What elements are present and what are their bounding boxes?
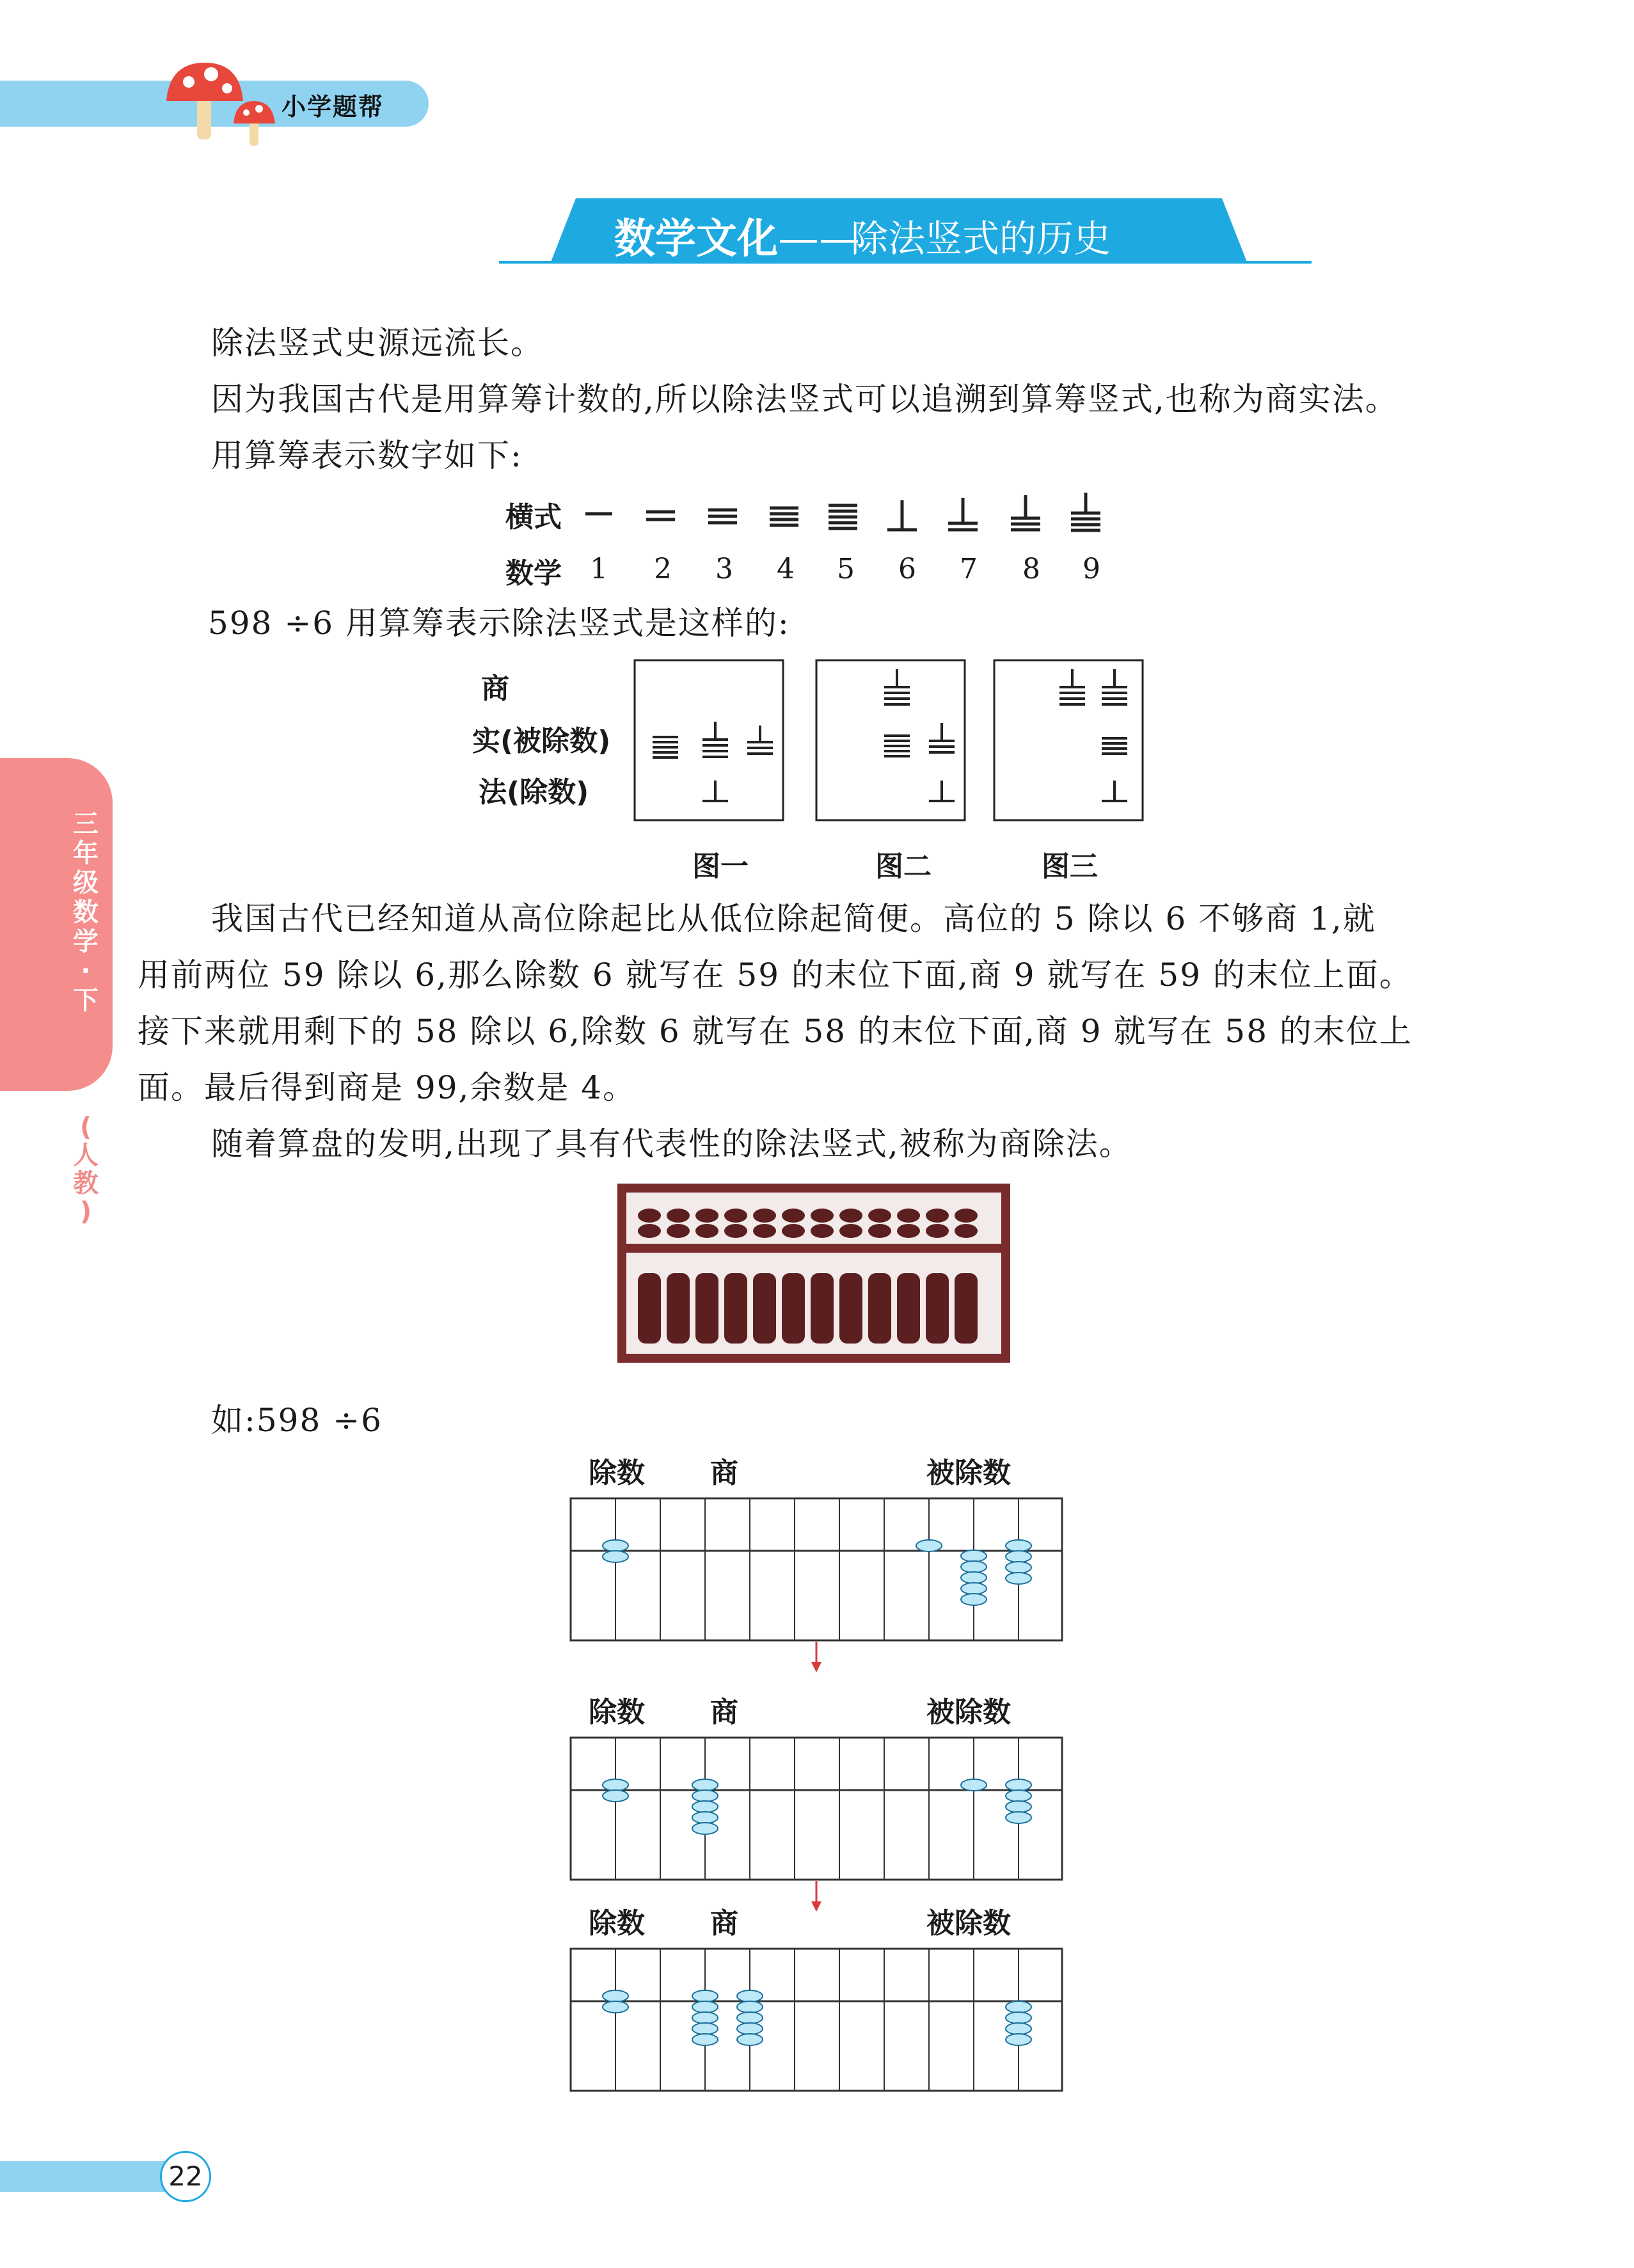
number-3: 3 [715,553,733,585]
number-4: 4 [777,553,795,585]
arrow-down-icon [809,1881,824,1913]
abacus-diagram-3 [569,1947,1063,2092]
number-8: 8 [1022,553,1040,585]
label-quotient: 商 [481,672,509,705]
label-divisor: 法(除数) [479,776,589,809]
number-1: 1 [590,553,608,585]
paragraph-abacus: 随着算盘的发明,出现了具有代表性的除法竖式,被称为商除法。 [211,1125,1132,1162]
number-row-label: 数学 [505,557,562,590]
abacus-2-quotient-label: 商 [710,1696,738,1729]
number-5: 5 [837,553,855,585]
abacus-3-dividend-label: 被除数 [926,1907,1011,1940]
abacus-1-divisor-label: 除数 [589,1457,645,1489]
caption-figure-2: 图二 [875,850,932,883]
paragraph-intro: 除法竖式史源远流长。 [211,324,544,361]
abacus-2-divisor-label: 除数 [589,1696,645,1729]
number-6: 6 [898,553,916,585]
abacus-image [617,1184,1010,1363]
paragraph-abacus-example: 如:598 ÷6 [211,1402,383,1439]
abacus-1-dividend-label: 被除数 [926,1457,1011,1489]
abacus-1-quotient-label: 商 [710,1457,738,1489]
label-dividend: 实(被除数) [472,725,611,757]
page-number: 22 [160,2151,211,2202]
paragraph-explanation-3: 接下来就用剩下的 58 除以 6,除数 6 就写在 58 的末位下面,商 9 就写在 58 的末位上 [138,1013,1413,1050]
paragraph-explanation-4: 面。最后得到商是 99,余数是 4。 [138,1069,637,1106]
paragraph-example: 598 ÷6 用算筹表示除法竖式是这样的: [208,605,790,642]
abacus-2-dividend-label: 被除数 [926,1696,1011,1729]
abacus-3-quotient-label: 商 [710,1907,738,1940]
side-tab-grade: 三 年 级 数 学 · 下 [73,809,99,1015]
side-tab-edition: ( 人 教 ) [73,1113,99,1226]
rod-row-label: 横式 [505,501,562,534]
brand-name: 小学题帮 [282,93,385,121]
section-title: 数学文化—— [614,216,860,263]
number-2: 2 [654,553,672,585]
section-subtitle: 除法竖式的历史 [851,217,1111,260]
arrow-down-icon [809,1642,824,1674]
mushroom-icon [160,56,282,152]
abacus-3-divisor-label: 除数 [589,1907,645,1940]
number-7: 7 [960,553,978,585]
caption-figure-1: 图一 [692,850,749,883]
paragraph-rods: 因为我国古代是用算筹计数的,所以除法竖式可以追溯到算筹竖式,也称为商实法。 [211,381,1399,418]
number-9: 9 [1083,553,1100,585]
rod-division-figures [633,659,1145,825]
caption-figure-3: 图三 [1042,850,1098,883]
paragraph-rods-intro: 用算筹表示数字如下: [211,437,523,474]
paragraph-explanation-1: 我国古代已经知道从高位除起比从低位除起简便。高位的 5 除以 6 不够商 1,就 [211,900,1376,937]
paragraph-explanation-2: 用前两位 59 除以 6,那么除数 6 就写在 59 的末位下面,商 9 就写在 59 的末位上面。 [138,956,1413,994]
abacus-diagram-1 [569,1497,1063,1642]
abacus-diagram-2 [569,1736,1063,1881]
rod-numerals [579,493,1129,544]
